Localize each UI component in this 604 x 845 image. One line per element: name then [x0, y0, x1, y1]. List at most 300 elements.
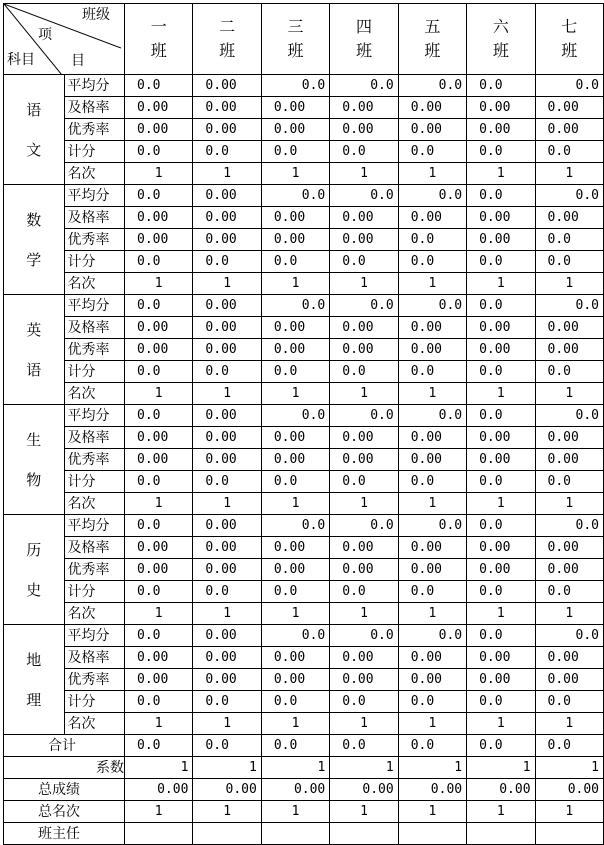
value-cell: 0.0: [261, 581, 329, 603]
value-cell: 0.0: [398, 361, 466, 383]
value-cell: 0.0: [261, 185, 329, 207]
metric-label: 优秀率: [64, 449, 125, 471]
table-row: [4, 559, 604, 581]
rank-label: 总名次: [4, 801, 125, 823]
subject-name-cell: [4, 295, 65, 405]
value-cell: 0.00: [261, 449, 329, 471]
value-cell: 0.0: [125, 471, 193, 493]
value-cell: 0.0: [261, 75, 329, 97]
value-cell: 0.00: [467, 207, 535, 229]
value-cell: 0.00: [398, 207, 466, 229]
value-cell: 0.00: [193, 449, 261, 471]
subject-name-cell: [4, 515, 65, 625]
value-cell: 0.00: [193, 75, 261, 97]
value-cell: 0.00: [467, 119, 535, 141]
metric-label: 及格率: [64, 317, 125, 339]
teacher-value-cell: [398, 823, 466, 845]
table-row: [4, 339, 604, 361]
value-cell: 0.00: [330, 97, 398, 119]
value-cell: 0.00: [261, 559, 329, 581]
value-cell: 0.0: [535, 405, 603, 427]
total-value-cell: 0.0: [261, 735, 329, 757]
table-row: [4, 361, 604, 383]
value-cell: 0.00: [535, 339, 603, 361]
value-cell: 0.00: [125, 207, 193, 229]
value-cell: 1: [467, 603, 535, 625]
value-cell: 0.00: [330, 537, 398, 559]
value-cell: 1: [125, 713, 193, 735]
coef-value-cell: 1: [398, 757, 466, 779]
value-cell: 0.0: [330, 75, 398, 97]
value-cell: 1: [330, 383, 398, 405]
value-cell: 1: [398, 383, 466, 405]
value-cell: 0.0: [535, 625, 603, 647]
total-value-cell: 0.0: [125, 735, 193, 757]
score-row: [4, 779, 604, 801]
value-cell: 0.0: [467, 251, 535, 273]
table-row: [4, 493, 604, 515]
value-cell: 0.00: [467, 229, 535, 251]
table-row: [4, 691, 604, 713]
value-cell: 0.00: [193, 317, 261, 339]
value-cell: 1: [535, 603, 603, 625]
value-cell: 0.00: [330, 207, 398, 229]
metric-label: 及格率: [64, 537, 125, 559]
subject-name-char: 生: [26, 430, 42, 449]
value-cell: 1: [125, 603, 193, 625]
value-cell: 0.00: [330, 317, 398, 339]
subject-name-cell: [4, 75, 65, 185]
rank-value-cell: 1: [125, 801, 193, 823]
value-cell: 0.0: [261, 691, 329, 713]
value-cell: 0.0: [261, 251, 329, 273]
value-cell: 0.00: [330, 427, 398, 449]
corner-class-label: 班级: [82, 7, 110, 23]
value-cell: 1: [193, 713, 261, 735]
value-cell: 0.0: [467, 691, 535, 713]
value-cell: 0.00: [261, 207, 329, 229]
value-cell: 0.0: [330, 515, 398, 537]
value-cell: 0.00: [261, 229, 329, 251]
metric-label: 平均分: [64, 295, 125, 317]
metric-label: 平均分: [64, 185, 125, 207]
coef-value-cell: 1: [261, 757, 329, 779]
value-cell: 0.00: [398, 647, 466, 669]
value-cell: 0.0: [535, 295, 603, 317]
class-header-char: 班: [355, 41, 372, 60]
value-cell: 0.0: [193, 691, 261, 713]
value-cell: 1: [125, 493, 193, 515]
value-cell: 0.00: [535, 559, 603, 581]
rank-row: [4, 801, 604, 823]
table-row: [4, 207, 604, 229]
value-cell: 0.0: [330, 251, 398, 273]
metric-label: 及格率: [64, 647, 125, 669]
table-row: [4, 163, 604, 185]
value-cell: 0.00: [535, 449, 603, 471]
value-cell: 1: [330, 493, 398, 515]
class-header-7: [535, 4, 603, 75]
teacher-row: [4, 823, 604, 845]
coef-value-cell: 1: [330, 757, 398, 779]
value-cell: 1: [330, 273, 398, 295]
value-cell: 0.0: [467, 361, 535, 383]
table-row: [4, 251, 604, 273]
metric-label: 平均分: [64, 515, 125, 537]
value-cell: 0.00: [330, 647, 398, 669]
value-cell: 1: [193, 273, 261, 295]
table-row: [4, 119, 604, 141]
corner-header-cell: [4, 4, 125, 75]
value-cell: 0.0: [261, 471, 329, 493]
value-cell: 0.0: [330, 471, 398, 493]
teacher-value-cell: [330, 823, 398, 845]
value-cell: 0.0: [535, 75, 603, 97]
value-cell: 0.0: [261, 625, 329, 647]
total-value-cell: 0.0: [467, 735, 535, 757]
value-cell: 0.0: [125, 185, 193, 207]
table-row: [4, 603, 604, 625]
value-cell: 1: [398, 163, 466, 185]
class-header-char: 班: [561, 41, 578, 60]
value-cell: 0.0: [330, 625, 398, 647]
total-label: 合计: [4, 735, 125, 757]
value-cell: 0.0: [125, 251, 193, 273]
value-cell: 0.00: [467, 97, 535, 119]
value-cell: 1: [330, 163, 398, 185]
value-cell: 1: [398, 603, 466, 625]
value-cell: 1: [535, 383, 603, 405]
metric-label: 优秀率: [64, 669, 125, 691]
value-cell: 0.00: [125, 647, 193, 669]
value-cell: 0.0: [125, 625, 193, 647]
value-cell: 0.0: [535, 141, 603, 163]
table-row: [4, 515, 604, 537]
metric-label: 优秀率: [64, 339, 125, 361]
metric-label: 优秀率: [64, 229, 125, 251]
value-cell: 0.00: [467, 427, 535, 449]
value-cell: 0.00: [193, 625, 261, 647]
class-header-6: [467, 4, 535, 75]
value-cell: 1: [398, 493, 466, 515]
value-cell: 1: [467, 163, 535, 185]
value-cell: 0.00: [261, 537, 329, 559]
value-cell: 0.00: [535, 537, 603, 559]
value-cell: 0.0: [330, 295, 398, 317]
value-cell: 0.0: [398, 75, 466, 97]
value-cell: 0.00: [261, 669, 329, 691]
value-cell: 0.00: [193, 339, 261, 361]
value-cell: 1: [193, 163, 261, 185]
score-value-cell: 0.00: [535, 779, 603, 801]
value-cell: 0.0: [398, 581, 466, 603]
value-cell: 0.00: [330, 669, 398, 691]
subject-name-cell: [4, 625, 65, 735]
metric-label: 名次: [64, 493, 125, 515]
value-cell: 1: [261, 273, 329, 295]
subject-name-char: 地: [26, 650, 42, 669]
value-cell: 0.0: [125, 405, 193, 427]
coef-label: 系数: [4, 757, 125, 779]
value-cell: 1: [467, 383, 535, 405]
class-header-char: 班: [492, 41, 509, 60]
teacher-value-cell: [535, 823, 603, 845]
value-cell: 0.0: [535, 185, 603, 207]
value-cell: 0.00: [261, 339, 329, 361]
value-cell: 0.00: [398, 669, 466, 691]
subject-name-char: 语: [26, 100, 42, 119]
score-value-cell: 0.00: [193, 779, 261, 801]
coef-row: [4, 757, 604, 779]
value-cell: 1: [193, 493, 261, 515]
value-cell: 0.00: [125, 427, 193, 449]
class-header-char: 二: [219, 17, 236, 36]
value-cell: 0.0: [467, 405, 535, 427]
value-cell: 0.0: [398, 251, 466, 273]
value-cell: 1: [125, 383, 193, 405]
value-cell: 0.00: [535, 669, 603, 691]
subject-name-char: 语: [26, 360, 42, 379]
table-row: [4, 295, 604, 317]
value-cell: 0.0: [398, 625, 466, 647]
score-label: 总成绩: [4, 779, 125, 801]
metric-label: 平均分: [64, 405, 125, 427]
total-value-cell: 0.0: [398, 735, 466, 757]
value-cell: 0.00: [193, 295, 261, 317]
value-cell: 0.00: [261, 647, 329, 669]
table-row: [4, 141, 604, 163]
value-cell: 0.00: [261, 317, 329, 339]
metric-label: 名次: [64, 713, 125, 735]
value-cell: 0.0: [467, 471, 535, 493]
metric-label: 计分: [64, 251, 125, 273]
value-cell: 0.0: [467, 625, 535, 647]
table-row: [4, 97, 604, 119]
value-cell: 0.0: [398, 405, 466, 427]
value-cell: 1: [261, 493, 329, 515]
value-cell: 0.00: [193, 97, 261, 119]
subject-name-char: 历: [26, 540, 42, 559]
table-row: [4, 273, 604, 295]
value-cell: 0.0: [125, 75, 193, 97]
subject-name-cell: [4, 185, 65, 295]
subject-name-char: 学: [26, 250, 42, 269]
value-cell: 0.00: [535, 97, 603, 119]
coef-value-cell: 1: [193, 757, 261, 779]
corner-subject-label: 科目: [7, 52, 35, 68]
value-cell: 0.00: [398, 119, 466, 141]
value-cell: 0.0: [330, 691, 398, 713]
class-header-char: 五: [424, 17, 441, 36]
rank-value-cell: 1: [330, 801, 398, 823]
table-row: [4, 537, 604, 559]
value-cell: 0.00: [535, 647, 603, 669]
score-value-cell: 0.00: [125, 779, 193, 801]
value-cell: 1: [330, 603, 398, 625]
value-cell: 0.00: [125, 669, 193, 691]
value-cell: 0.00: [193, 427, 261, 449]
value-cell: 0.0: [330, 581, 398, 603]
value-cell: 0.00: [125, 317, 193, 339]
subject-name-char: 英: [26, 320, 42, 339]
value-cell: 0.0: [467, 515, 535, 537]
metric-label: 名次: [64, 163, 125, 185]
value-cell: 0.00: [193, 537, 261, 559]
total-value-cell: 0.0: [535, 735, 603, 757]
value-cell: 0.00: [467, 537, 535, 559]
metric-label: 平均分: [64, 625, 125, 647]
value-cell: 0.00: [467, 559, 535, 581]
value-cell: 0.0: [125, 361, 193, 383]
table-row: [4, 185, 604, 207]
metric-label: 计分: [64, 141, 125, 163]
total-row: [4, 735, 604, 757]
class-header-5: [398, 4, 466, 75]
subject-name-char: 数: [26, 210, 42, 229]
value-cell: 0.00: [193, 515, 261, 537]
value-cell: 0.0: [261, 295, 329, 317]
teacher-value-cell: [125, 823, 193, 845]
table-row: [4, 647, 604, 669]
value-cell: 0.0: [535, 361, 603, 383]
table-row: [4, 581, 604, 603]
value-cell: 1: [261, 603, 329, 625]
score-value-cell: 0.00: [398, 779, 466, 801]
value-cell: 0.00: [330, 339, 398, 361]
metric-label: 平均分: [64, 75, 125, 97]
value-cell: 0.00: [193, 405, 261, 427]
value-cell: 0.00: [330, 229, 398, 251]
value-cell: 1: [261, 713, 329, 735]
class-header-char: 一: [150, 17, 167, 36]
value-cell: 0.00: [193, 207, 261, 229]
value-cell: 0.00: [398, 97, 466, 119]
class-header-4: [330, 4, 398, 75]
rank-value-cell: 1: [261, 801, 329, 823]
metric-label: 及格率: [64, 207, 125, 229]
value-cell: 0.0: [398, 141, 466, 163]
rank-value-cell: 1: [467, 801, 535, 823]
table-row: [4, 317, 604, 339]
value-cell: 0.0: [535, 691, 603, 713]
value-cell: 0.0: [125, 515, 193, 537]
class-header-char: 班: [219, 41, 236, 60]
class-header-char: 三: [287, 17, 304, 36]
total-value-cell: 0.0: [330, 735, 398, 757]
value-cell: 0.0: [398, 515, 466, 537]
value-cell: 0.0: [398, 471, 466, 493]
metric-label: 优秀率: [64, 119, 125, 141]
value-cell: 0.0: [193, 141, 261, 163]
value-cell: 0.00: [467, 339, 535, 361]
value-cell: 0.0: [467, 75, 535, 97]
value-cell: 0.0: [125, 295, 193, 317]
value-cell: 0.00: [398, 537, 466, 559]
value-cell: 0.0: [398, 295, 466, 317]
rank-value-cell: 1: [398, 801, 466, 823]
table-row: [4, 449, 604, 471]
value-cell: 0.0: [467, 295, 535, 317]
class-header-char: 四: [355, 17, 372, 36]
subject-name-char: 理: [26, 690, 42, 709]
coef-value-cell: 1: [125, 757, 193, 779]
table-row: [4, 713, 604, 735]
score-value-cell: 0.00: [261, 779, 329, 801]
corner-item-label-2: 目: [71, 53, 85, 69]
score-value-cell: 0.00: [330, 779, 398, 801]
value-cell: 0.00: [193, 185, 261, 207]
value-cell: 0.0: [261, 405, 329, 427]
value-cell: 0.0: [193, 471, 261, 493]
value-cell: 0.00: [193, 647, 261, 669]
value-cell: 0.0: [467, 141, 535, 163]
table-row: [4, 383, 604, 405]
value-cell: 1: [535, 163, 603, 185]
value-cell: 1: [330, 713, 398, 735]
metric-label: 名次: [64, 383, 125, 405]
coef-value-cell: 1: [467, 757, 535, 779]
subject-name-char: 物: [26, 470, 42, 489]
value-cell: 0.00: [330, 449, 398, 471]
header-row: [4, 4, 604, 75]
value-cell: 1: [467, 273, 535, 295]
table-row: [4, 405, 604, 427]
score-value-cell: 0.00: [467, 779, 535, 801]
value-cell: 0.0: [125, 141, 193, 163]
table-row: [4, 669, 604, 691]
value-cell: 0.0: [330, 405, 398, 427]
value-cell: 0.0: [193, 251, 261, 273]
class-header-1: [125, 4, 193, 75]
value-cell: 0.00: [467, 647, 535, 669]
value-cell: 0.00: [261, 97, 329, 119]
value-cell: 0.0: [535, 515, 603, 537]
teacher-label: 班主任: [4, 823, 125, 845]
value-cell: 0.00: [467, 317, 535, 339]
class-header-char: 班: [150, 41, 167, 60]
class-header-2: [193, 4, 261, 75]
value-cell: 0.00: [467, 669, 535, 691]
value-cell: 0.0: [193, 361, 261, 383]
class-header-char: 六: [492, 17, 509, 36]
value-cell: 0.0: [467, 581, 535, 603]
value-cell: 0.00: [535, 317, 603, 339]
value-cell: 1: [398, 273, 466, 295]
value-cell: 0.00: [398, 339, 466, 361]
teacher-value-cell: [467, 823, 535, 845]
metric-label: 计分: [64, 691, 125, 713]
metric-label: 及格率: [64, 427, 125, 449]
value-cell: 0.00: [535, 119, 603, 141]
value-cell: 0.0: [261, 141, 329, 163]
score-table: [3, 3, 604, 845]
value-cell: 1: [535, 493, 603, 515]
value-cell: 0.0: [125, 691, 193, 713]
value-cell: 0.0: [330, 185, 398, 207]
value-cell: 0.0: [125, 581, 193, 603]
value-cell: 0.00: [398, 559, 466, 581]
table-row: [4, 625, 604, 647]
value-cell: 0.0: [330, 141, 398, 163]
coef-value-cell: 1: [535, 757, 603, 779]
value-cell: 0.0: [467, 185, 535, 207]
metric-label: 计分: [64, 581, 125, 603]
value-cell: 0.00: [125, 119, 193, 141]
teacher-value-cell: [193, 823, 261, 845]
class-header-char: 七: [561, 17, 578, 36]
value-cell: 0.0: [330, 361, 398, 383]
value-cell: 1: [193, 383, 261, 405]
